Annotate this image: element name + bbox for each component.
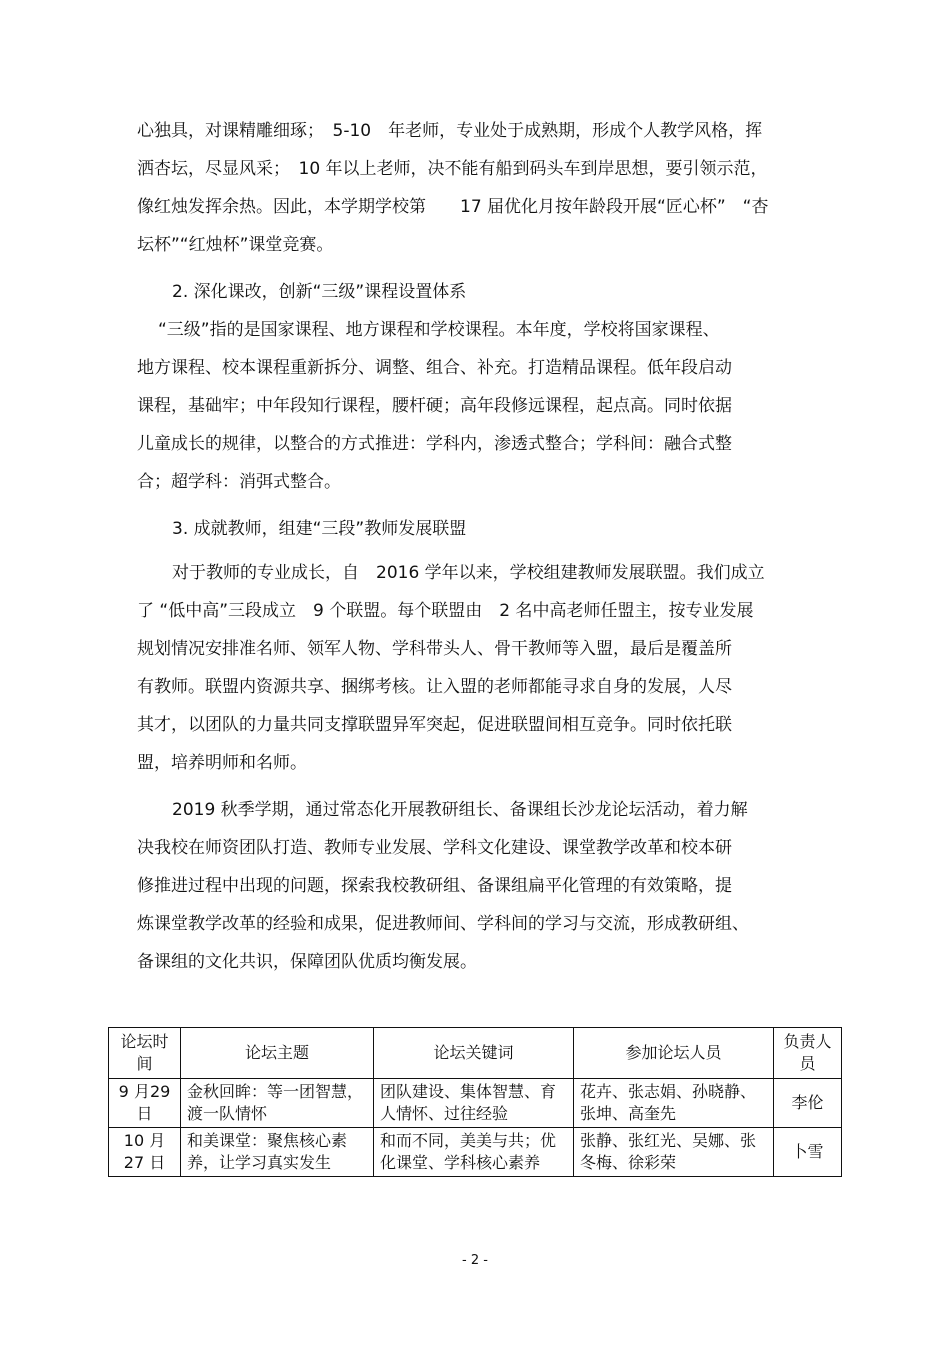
cell-participants: 花卉、张志娟、孙晓静、张坤、高奎先 [574,1079,774,1128]
section-heading: 3. 成就教师，组建“三段”教师发展联盟 [172,519,467,539]
paragraph-line: 了 “低中高”三段成立 9 个联盟。每个联盟由 2 名中高老师任盟主，按专业发展 [137,601,754,621]
cell-keywords: 和而不同，美美与共；优化课堂、学科核心素养 [374,1128,574,1177]
paragraph-line: 心独具，对课精雕细琢； 5-10 年老师，专业处于成熟期，形成个人教学风格，挥 [137,121,763,141]
paragraph-line: 合；超学科：消弭式整合。 [137,472,341,492]
cell-lead: 李伦 [774,1079,842,1128]
paragraph-line: 规划情况安排准名师、领军人物、学科带头人、骨干教师等入盟，最后是覆盖所 [137,639,732,659]
cell-keywords: 团队建设、集体智慧、育人情怀、过往经验 [374,1079,574,1128]
paragraph-line: 地方课程、校本课程重新拆分、调整、组合、补充。打造精品课程。低年段启动 [137,358,732,378]
cell-time: 9 月29 日 [109,1079,181,1128]
paragraph-line: 2019 秋季学期，通过常态化开展教研组长、备课组长沙龙论坛活动，着力解 [172,800,748,820]
table-header-row [109,1028,842,1079]
table-row [109,1079,842,1128]
cell-lead: 卜雪 [774,1128,842,1177]
header-forum-lead: 负责人员 [774,1028,842,1079]
paragraph-line: 像红烛发挥余热。因此，本学期学校第 17 届优化月按年龄段开展“匠心杯” “杏 [137,197,769,217]
paragraph-line: 其才，以团队的力量共同支撑联盟异军突起，促进联盟间相互竞争。同时依托联 [137,715,732,735]
paragraph-line: 盟，培养明师和名师。 [137,753,307,773]
header-forum-keywords: 论坛关键词 [374,1028,574,1079]
page-number: - 2 - [462,1253,488,1268]
header-forum-time: 论坛时间 [109,1028,181,1079]
header-forum-theme: 论坛主题 [181,1028,374,1079]
paragraph-line: 儿童成长的规律，以整合的方式推进：学科内，渗透式整合；学科间：融合式整 [137,434,732,454]
header-forum-participants: 参加论坛人员 [574,1028,774,1079]
paragraph-line: 决我校在师资团队打造、教师专业发展、学科文化建设、课堂教学改革和校本研 [137,838,732,858]
forum-schedule-table [108,1027,842,1177]
paragraph-line: “三级”指的是国家课程、地方课程和学校课程。本年度，学校将国家课程、 [158,320,720,340]
paragraph-line: 修推进过程中出现的问题，探索我校教研组、备课组扁平化管理的有效策略，提 [137,876,732,896]
cell-participants: 张静、张红光、吴娜、张冬梅、徐彩荣 [574,1128,774,1177]
section-heading: 2. 深化课改，创新“三级”课程设置体系 [172,282,467,302]
table-row [109,1128,842,1177]
paragraph-line: 有教师。联盟内资源共享、捆绑考核。让入盟的老师都能寻求自身的发展，人尽 [137,677,732,697]
cell-theme: 金秋回眸：等一团智慧，渡一队情怀 [181,1079,374,1128]
paragraph-line: 备课组的文化共识，保障团队优质均衡发展。 [137,952,477,972]
cell-theme: 和美课堂：聚焦核心素养，让学习真实发生 [181,1128,374,1177]
cell-time: 10 月27 日 [109,1128,181,1177]
paragraph-line: 炼课堂教学改革的经验和成果，促进教师间、学科间的学习与交流，形成教研组、 [137,914,749,934]
paragraph-line: 对于教师的专业成长，自 2016 学年以来，学校组建教师发展联盟。我们成立 [172,563,765,583]
paragraph-line: 课程，基础牢；中年段知行课程，腰杆硬；高年段修远课程，起点高。同时依据 [137,396,732,416]
paragraph-line: 坛杯”“红烛杯”课堂竞赛。 [137,235,334,255]
paragraph-line: 洒杏坛，尽显风采； 10 年以上老师，决不能有船到码头车到岸思想，要引领示范， [137,159,768,179]
